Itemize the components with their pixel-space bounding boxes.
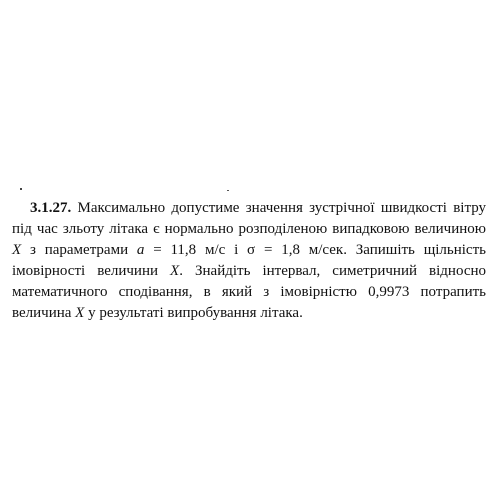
variable-x: X: [170, 263, 180, 279]
variable-x: X: [75, 305, 85, 321]
variable-x: X: [12, 242, 22, 258]
problem-text-segment: Максимально допустиме значення зустрічної швидкості вітру під час зльоту літака є нормально розподіленою випадковою величиною: [12, 200, 486, 237]
scan-speck: [20, 188, 22, 190]
scan-speck: [227, 190, 229, 191]
problem-text-segment: . Знайдіть інтервал, симетричний відносно математичного сподівання, в який з імовірністю 0,9973 потрапить величина: [12, 263, 487, 321]
problem-text: [12, 198, 486, 324]
problem-text-segment: у результаті випробування літака.: [84, 305, 303, 321]
problem-text-segment: = 11,8 м/с і σ = 1,8 м/сек. Запишіть щільність імовірності величини: [12, 242, 486, 279]
problem-number: 3.1.27.: [30, 200, 72, 216]
problem-text-segment: з параметрами: [21, 242, 137, 258]
variable-a: a: [136, 242, 145, 258]
